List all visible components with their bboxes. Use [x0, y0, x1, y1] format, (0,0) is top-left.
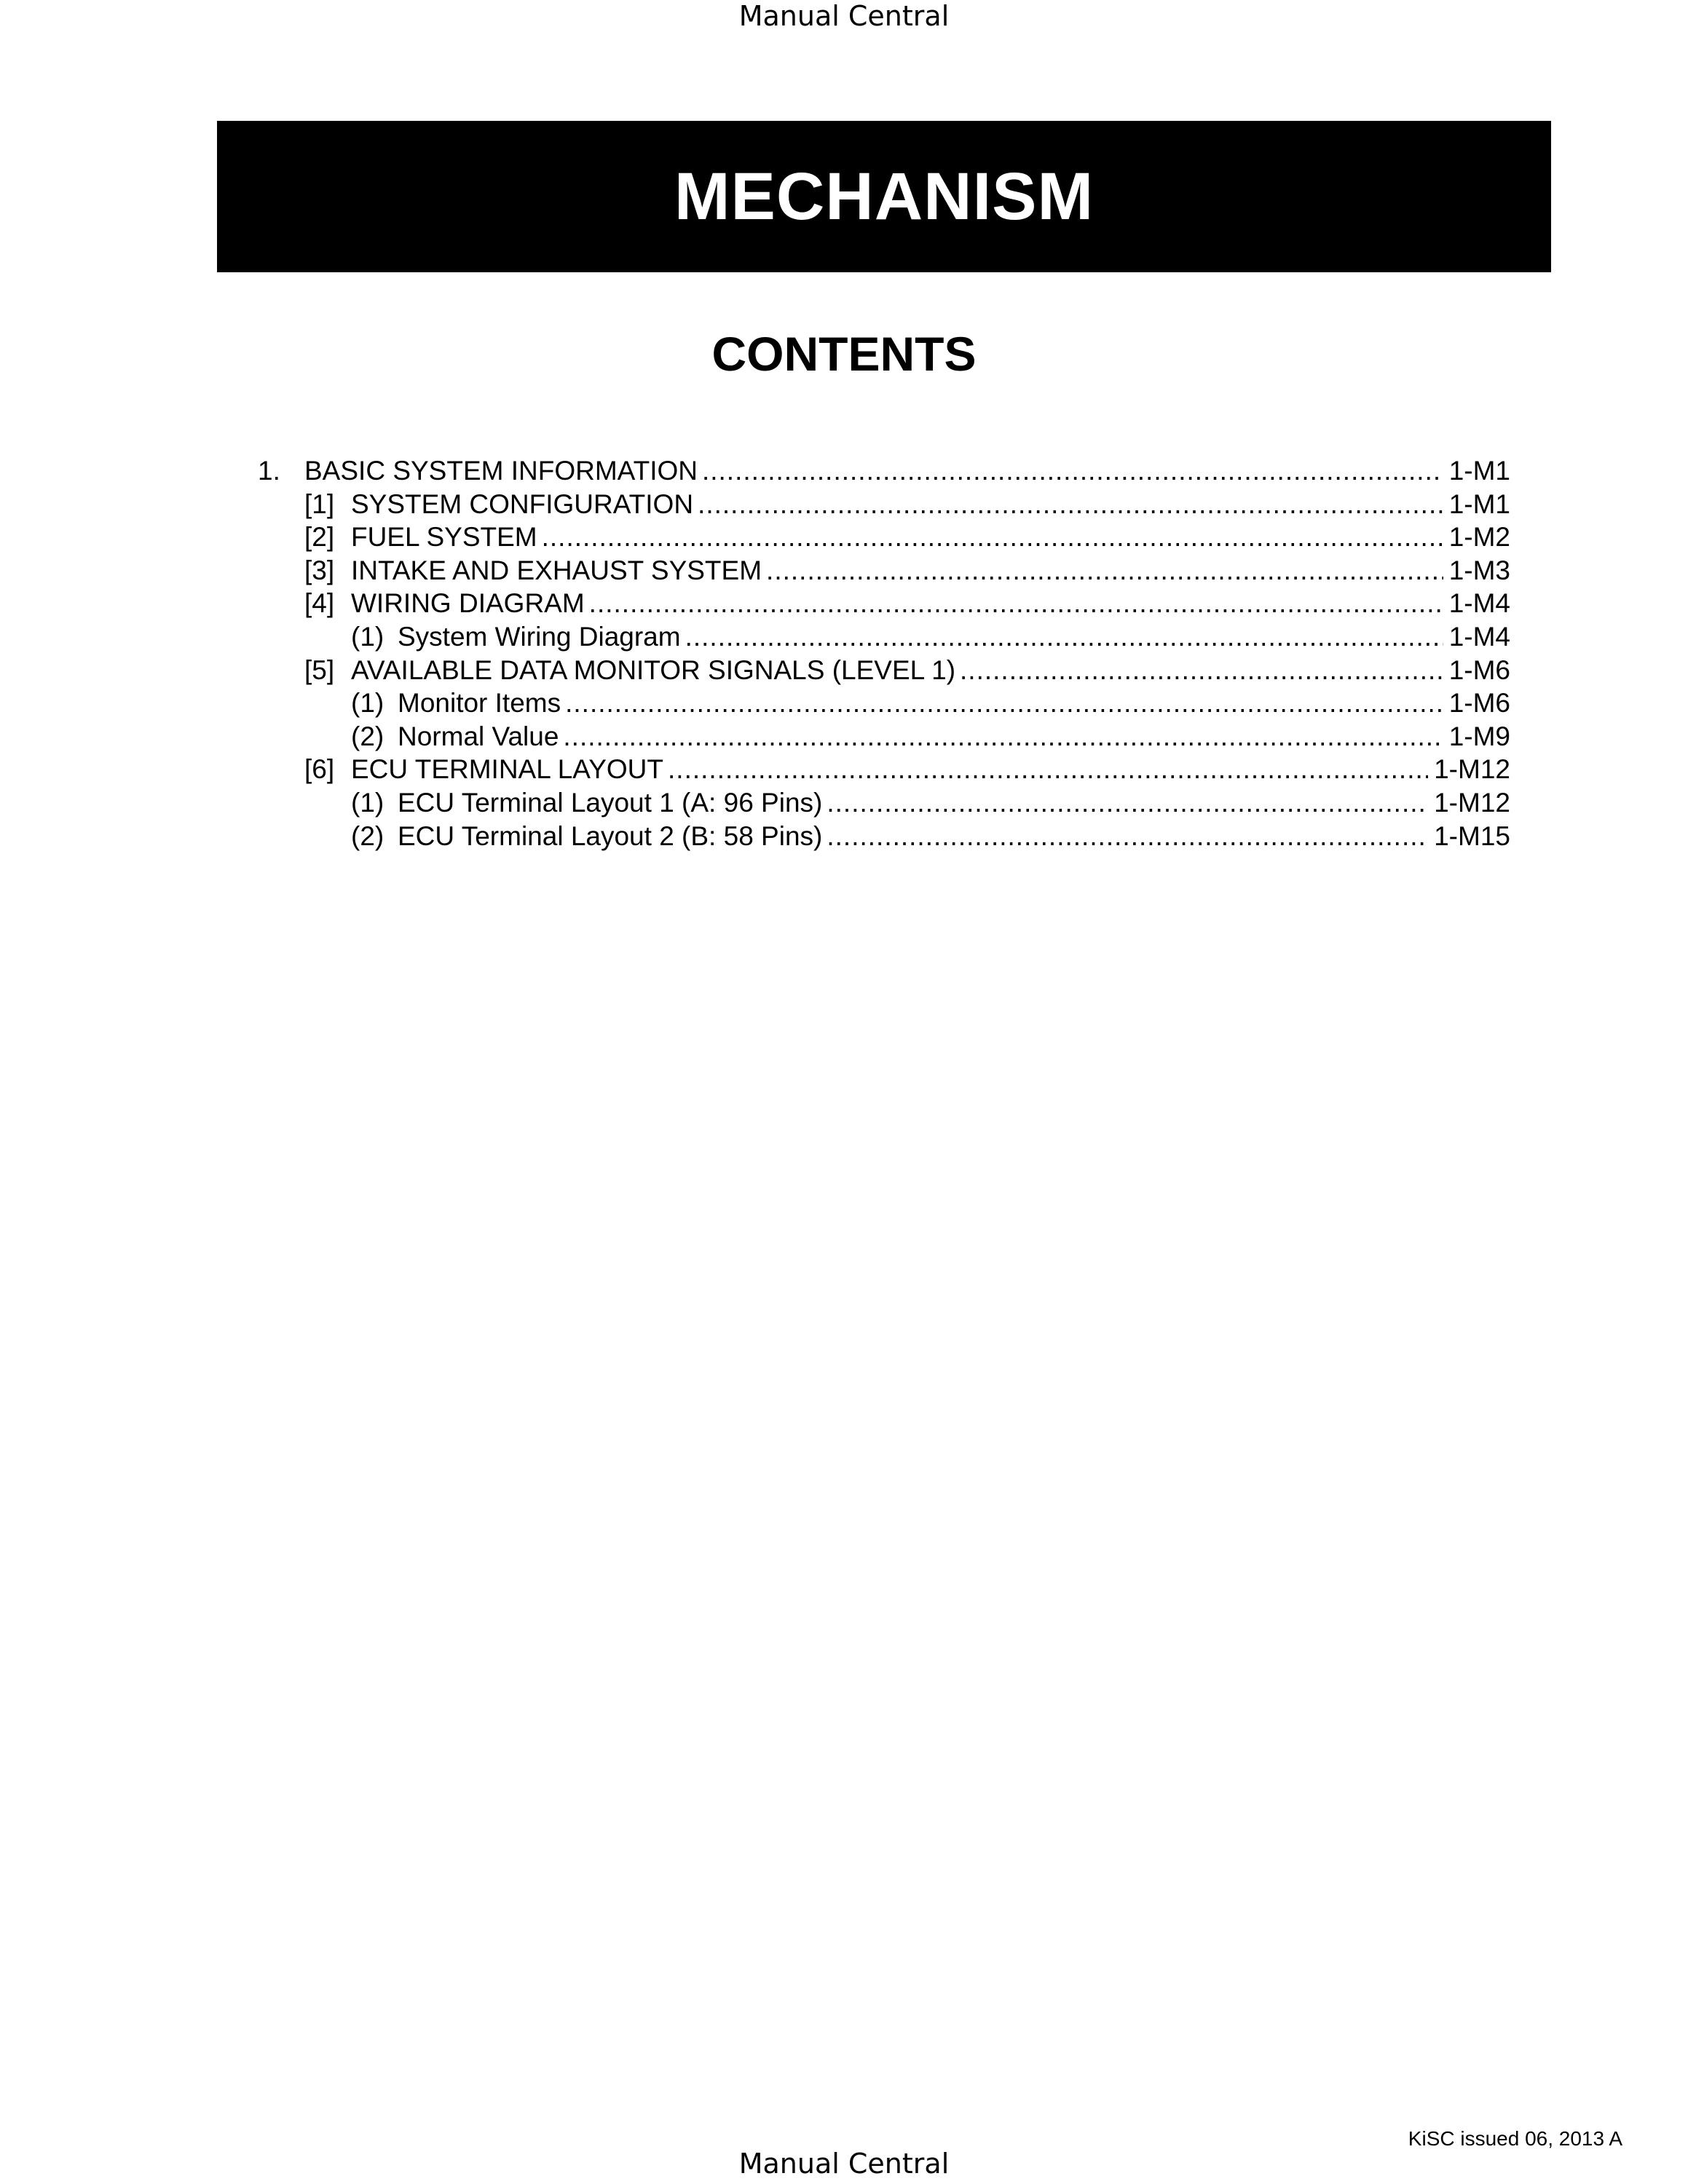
toc-entry-label: INTAKE AND EXHAUST SYSTEM	[351, 555, 762, 585]
toc-entry-number: [4]	[304, 588, 335, 619]
contents-heading: CONTENTS	[711, 327, 977, 381]
toc-entry-label: ECU TERMINAL LAYOUT	[351, 754, 664, 785]
toc-entry-label: Monitor Items	[398, 688, 561, 719]
toc-entry-page: 1-M1	[1448, 456, 1510, 486]
toc-entry-label: System Wiring Diagram	[398, 621, 681, 652]
toc-entry-number: [5]	[304, 654, 335, 685]
toc-entry-label: Normal Value	[398, 721, 559, 751]
title-banner	[217, 121, 1551, 272]
toc-entry[interactable]	[258, 786, 1510, 820]
toc-entry-number: (2)	[351, 820, 384, 851]
toc-entry[interactable]	[258, 554, 1510, 587]
toc-entry[interactable]	[258, 488, 1510, 521]
toc-entry-page: 1-M9	[1448, 721, 1510, 751]
toc-entry-number: (1)	[351, 688, 384, 719]
toc-entry-page: 1-M12	[1434, 754, 1510, 785]
toc-entry[interactable]	[258, 753, 1510, 786]
toc-entry-number: (1)	[351, 621, 384, 652]
toc-entry[interactable]	[258, 521, 1510, 554]
toc-entry-number: [1]	[304, 488, 335, 519]
toc-entry-number: (2)	[351, 721, 384, 751]
watermark-top: Manual Central	[738, 0, 950, 32]
issue-footer: KiSC issued 06, 2013 A	[1408, 2127, 1622, 2150]
toc-entry-page: 1-M12	[1434, 787, 1510, 818]
toc-entry[interactable]	[258, 687, 1510, 720]
table-of-contents	[258, 454, 1510, 852]
toc-entry[interactable]	[258, 587, 1510, 620]
dot-leader	[698, 488, 1443, 521]
dot-leader	[563, 720, 1443, 753]
toc-entry-label: BASIC SYSTEM INFORMATION	[304, 456, 698, 486]
dot-leader	[685, 620, 1443, 654]
toc-entry-number: [6]	[304, 754, 335, 785]
toc-entry-label: AVAILABLE DATA MONITOR SIGNALS (LEVEL 1)	[351, 654, 956, 685]
toc-entry[interactable]	[258, 454, 1510, 488]
toc-entry-number: 1.	[258, 456, 280, 486]
toc-entry-page: 1-M1	[1448, 488, 1510, 519]
toc-entry-number: [2]	[304, 522, 335, 553]
toc-entry-label: ECU Terminal Layout 2 (B: 58 Pins)	[398, 820, 823, 851]
page-title: MECHANISM	[674, 159, 1095, 234]
dot-leader	[668, 753, 1428, 786]
toc-entry-label: SYSTEM CONFIGURATION	[351, 488, 694, 519]
toc-entry-page: 1-M6	[1448, 654, 1510, 685]
dot-leader	[589, 587, 1443, 620]
toc-entry-page: 1-M4	[1448, 621, 1510, 652]
dot-leader	[542, 521, 1443, 554]
watermark-bottom: Manual Central	[738, 2148, 950, 2180]
toc-entry[interactable]	[258, 620, 1510, 654]
toc-entry-number: (1)	[351, 787, 384, 818]
toc-entry-number: [3]	[304, 555, 335, 585]
dot-leader	[702, 454, 1443, 488]
toc-entry-page: 1-M15	[1434, 820, 1510, 851]
dot-leader	[565, 687, 1443, 720]
toc-entry[interactable]	[258, 820, 1510, 853]
toc-entry-page: 1-M3	[1448, 555, 1510, 585]
toc-entry-page: 1-M4	[1448, 588, 1510, 619]
dot-leader	[960, 654, 1443, 687]
toc-entry-label: ECU Terminal Layout 1 (A: 96 Pins)	[398, 787, 823, 818]
toc-entry-label: FUEL SYSTEM	[351, 522, 537, 553]
toc-entry[interactable]	[258, 720, 1510, 753]
dot-leader	[827, 820, 1428, 853]
toc-entry[interactable]	[258, 654, 1510, 687]
dot-leader	[827, 786, 1428, 820]
toc-entry-page: 1-M2	[1448, 522, 1510, 553]
toc-entry-label: WIRING DIAGRAM	[351, 588, 585, 619]
dot-leader	[766, 554, 1443, 587]
toc-entry-page: 1-M6	[1448, 688, 1510, 719]
